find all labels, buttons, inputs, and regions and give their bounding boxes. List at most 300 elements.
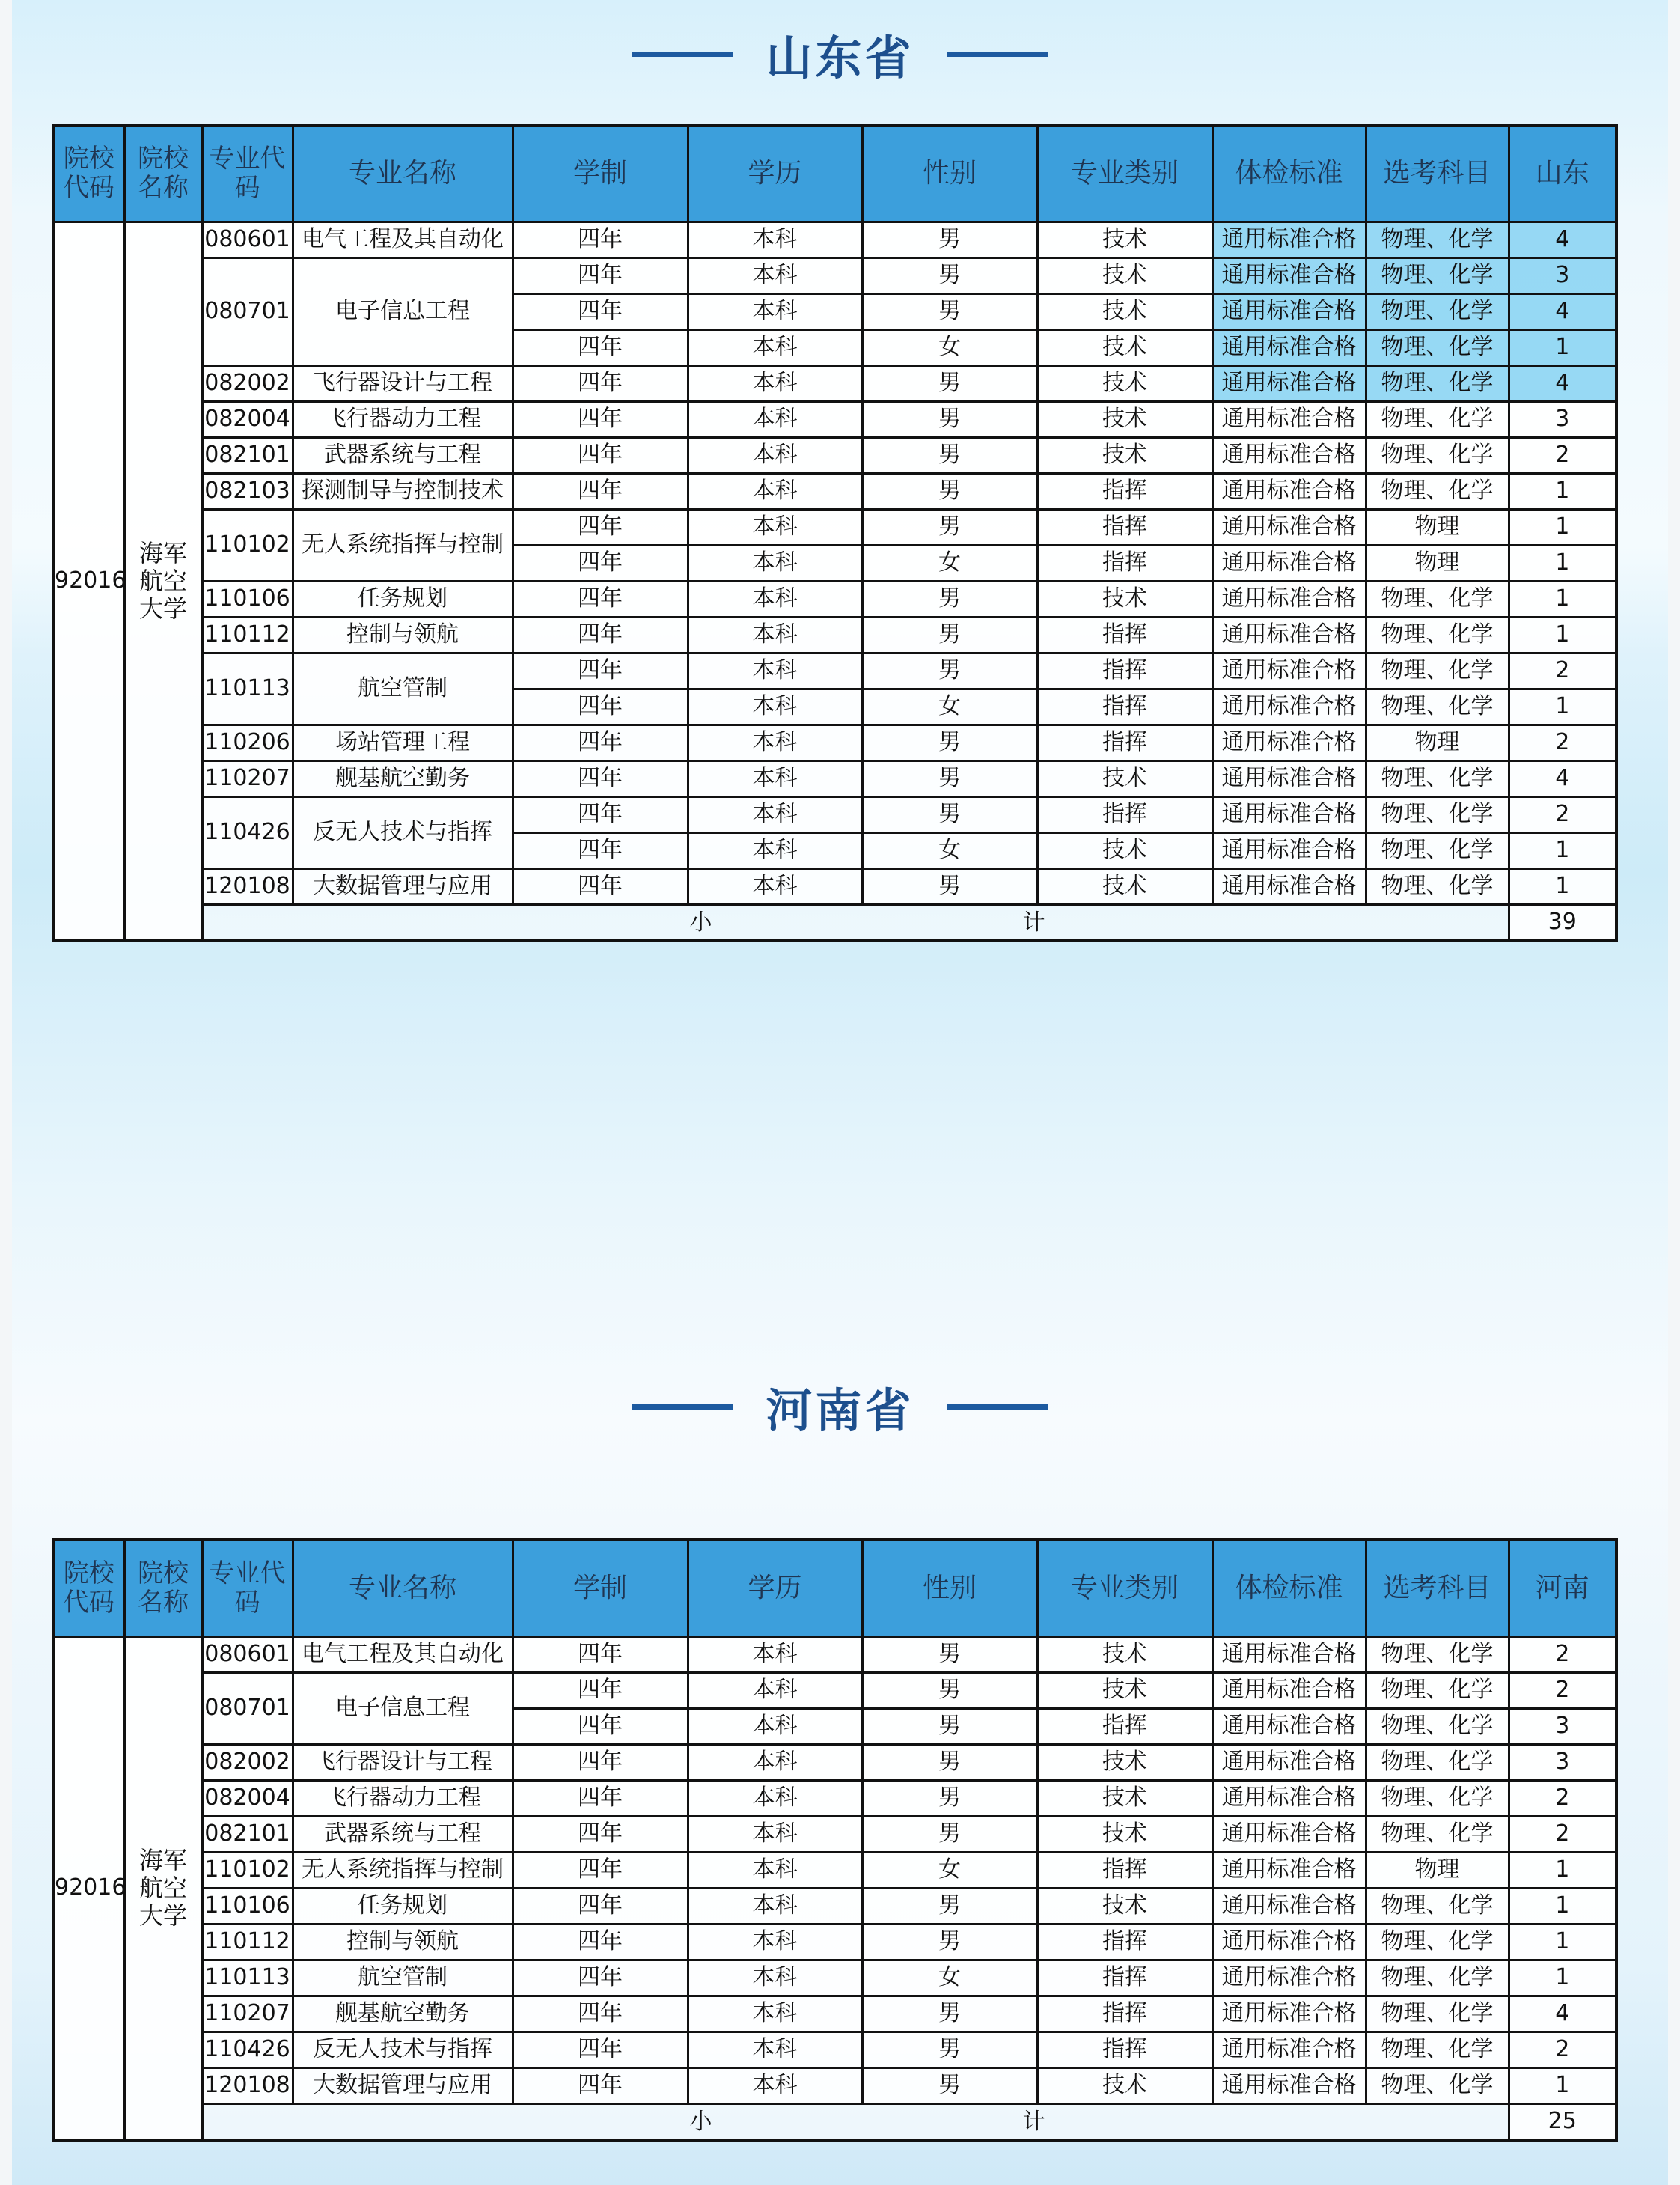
quota-cell: 1 [1509,1853,1616,1889]
physical-standard-cell: 通用标准合格 [1212,474,1366,510]
elective-subjects-cell: 物理、化学 [1366,1745,1509,1781]
header-row [53,1540,1616,1637]
major-code-cell: 082004 [202,1781,293,1817]
physical-standard-cell: 通用标准合格 [1212,510,1366,546]
major-type-cell: 技术 [1037,294,1212,330]
degree-cell: 本科 [688,1925,862,1960]
gender-cell: 男 [862,294,1037,330]
duration-cell: 四年 [513,869,688,905]
gender-cell: 男 [862,618,1037,653]
major-code-cell: 120108 [202,2068,293,2104]
major-type-cell: 技术 [1037,330,1212,366]
duration-cell: 四年 [513,1637,688,1673]
major-name-cell: 飞行器设计与工程 [293,1745,513,1781]
elective-subjects-cell: 物理、化学 [1366,761,1509,797]
quota-cell: 1 [1509,1889,1616,1925]
header-major-name: 专业名称 [293,125,513,222]
major-code-cell: 110207 [202,761,293,797]
header-major-code: 专业代码 [202,1540,293,1637]
quota-cell: 1 [1509,330,1616,366]
gender-cell: 男 [862,402,1037,438]
physical-standard-cell: 通用标准合格 [1212,1709,1366,1745]
elective-subjects-cell: 物理、化学 [1366,366,1509,402]
section-title-shandong [0,21,1680,88]
gender-cell: 男 [862,1996,1037,2032]
major-name-cell: 飞行器设计与工程 [293,366,513,402]
major-type-cell: 指挥 [1037,510,1212,546]
major-type-cell: 技术 [1037,1637,1212,1673]
gender-cell: 男 [862,725,1037,761]
major-name-cell: 武器系统与工程 [293,1817,513,1853]
quota-cell: 1 [1509,618,1616,653]
physical-standard-cell: 通用标准合格 [1212,1925,1366,1960]
major-code-cell: 110102 [202,1853,293,1889]
major-type-cell: 技术 [1037,2068,1212,2104]
gender-cell: 男 [862,1709,1037,1745]
duration-cell: 四年 [513,510,688,546]
physical-standard-cell: 通用标准合格 [1212,582,1366,618]
major-type-cell: 技术 [1037,1781,1212,1817]
right-edge [1668,0,1680,2185]
elective-subjects-cell: 物理、化学 [1366,618,1509,653]
major-code-cell: 080701 [202,258,293,366]
quota-cell: 3 [1509,1709,1616,1745]
section-title-text: 河南省 [766,1383,914,1438]
major-type-cell: 指挥 [1037,1996,1212,2032]
physical-standard-cell: 通用标准合格 [1212,1960,1366,1996]
gender-cell: 男 [862,474,1037,510]
major-type-cell: 技术 [1037,1889,1212,1925]
physical-standard-cell: 通用标准合格 [1212,222,1366,258]
degree-cell: 本科 [688,1637,862,1673]
quota-cell: 2 [1509,653,1616,689]
degree-cell: 本科 [688,222,862,258]
enrollment-table-shandong [52,124,1618,942]
gender-cell: 男 [862,1817,1037,1853]
major-type-cell: 指挥 [1037,797,1212,833]
elective-subjects-cell: 物理 [1366,546,1509,582]
major-code-cell: 082004 [202,402,293,438]
table-row [53,761,1616,797]
table-row [53,1889,1616,1925]
quota-cell: 1 [1509,869,1616,905]
elective-subjects-cell: 物理、化学 [1366,689,1509,725]
degree-cell: 本科 [688,474,862,510]
header-degree: 学历 [688,125,862,222]
elective-subjects-cell: 物理、化学 [1366,438,1509,474]
physical-standard-cell: 通用标准合格 [1212,1996,1366,2032]
major-name-cell: 无人系统指挥与控制 [293,510,513,582]
duration-cell: 四年 [513,294,688,330]
physical-standard-cell: 通用标准合格 [1212,294,1366,330]
degree-cell: 本科 [688,1817,862,1853]
table-row [53,438,1616,474]
physical-standard-cell: 通用标准合格 [1212,1889,1366,1925]
degree-cell: 本科 [688,438,862,474]
quota-cell: 1 [1509,510,1616,546]
physical-standard-cell: 通用标准合格 [1212,1781,1366,1817]
title-rule-right [947,52,1048,57]
degree-cell: 本科 [688,1745,862,1781]
major-type-cell: 技术 [1037,402,1212,438]
subtotal-label-2: 计 [1022,2109,1045,2135]
table-row [53,582,1616,618]
gender-cell: 女 [862,1960,1037,1996]
duration-cell: 四年 [513,582,688,618]
major-name-cell: 舰基航空勤务 [293,1996,513,2032]
quota-cell: 1 [1509,546,1616,582]
degree-cell: 本科 [688,869,862,905]
elective-subjects-cell: 物理、化学 [1366,1817,1509,1853]
duration-cell: 四年 [513,618,688,653]
title-rule-left [632,52,733,57]
duration-cell: 四年 [513,402,688,438]
elective-subjects-cell: 物理、化学 [1366,330,1509,366]
duration-cell: 四年 [513,1960,688,1996]
quota-cell: 4 [1509,294,1616,330]
major-name-cell: 飞行器动力工程 [293,402,513,438]
elective-subjects-cell: 物理、化学 [1366,2032,1509,2068]
school-code-cell: 92016 [53,1637,124,2141]
degree-cell: 本科 [688,366,862,402]
table-row [53,618,1616,653]
major-code-cell: 110113 [202,653,293,725]
duration-cell: 四年 [513,438,688,474]
school-code-cell: 92016 [53,222,124,942]
table-row [53,653,1616,689]
physical-standard-cell: 通用标准合格 [1212,2068,1366,2104]
quota-cell: 3 [1509,402,1616,438]
quota-cell: 2 [1509,1781,1616,1817]
degree-cell: 本科 [688,2068,862,2104]
header-duration: 学制 [513,125,688,222]
elective-subjects-cell: 物理 [1366,1853,1509,1889]
subtotal-label-1: 小 [689,2109,712,2135]
elective-subjects-cell: 物理、化学 [1366,1925,1509,1960]
major-name-cell: 电子信息工程 [293,1673,513,1745]
degree-cell: 本科 [688,1673,862,1709]
quota-cell: 1 [1509,474,1616,510]
degree-cell: 本科 [688,1996,862,2032]
major-type-cell: 指挥 [1037,618,1212,653]
duration-cell: 四年 [513,1673,688,1709]
gender-cell: 男 [862,1889,1037,1925]
header-school-name: 院校名称 [124,125,202,222]
gender-cell: 男 [862,653,1037,689]
major-name-cell: 大数据管理与应用 [293,2068,513,2104]
duration-cell: 四年 [513,474,688,510]
table-row [53,1996,1616,2032]
degree-cell: 本科 [688,546,862,582]
major-name-cell: 无人系统指挥与控制 [293,1853,513,1889]
gender-cell: 男 [862,2068,1037,2104]
degree-cell: 本科 [688,1709,862,1745]
physical-standard-cell: 通用标准合格 [1212,2032,1366,2068]
quota-cell: 2 [1509,1817,1616,1853]
physical-standard-cell: 通用标准合格 [1212,869,1366,905]
major-code-cell: 082101 [202,438,293,474]
table-row [53,1853,1616,1889]
duration-cell: 四年 [513,2032,688,2068]
elective-subjects-cell: 物理、化学 [1366,294,1509,330]
duration-cell: 四年 [513,1925,688,1960]
table-row [53,869,1616,905]
physical-standard-cell: 通用标准合格 [1212,618,1366,653]
major-name-cell: 电气工程及其自动化 [293,1637,513,1673]
header-gender: 性别 [862,1540,1037,1637]
physical-standard-cell: 通用标准合格 [1212,689,1366,725]
major-code-cell: 080701 [202,1673,293,1745]
duration-cell: 四年 [513,653,688,689]
quota-cell: 4 [1509,1996,1616,2032]
subtotal-value: 25 [1509,2104,1616,2141]
major-type-cell: 指挥 [1037,689,1212,725]
header-school-name: 院校名称 [124,1540,202,1637]
physical-standard-cell: 通用标准合格 [1212,761,1366,797]
quota-cell: 1 [1509,2068,1616,2104]
major-code-cell: 110206 [202,725,293,761]
gender-cell: 男 [862,438,1037,474]
table-row [53,402,1616,438]
header-row [53,125,1616,222]
elective-subjects-cell: 物理、化学 [1366,474,1509,510]
major-name-cell: 反无人技术与指挥 [293,2032,513,2068]
gender-cell: 男 [862,366,1037,402]
gender-cell: 男 [862,797,1037,833]
table-row [53,1781,1616,1817]
major-name-cell: 大数据管理与应用 [293,869,513,905]
duration-cell: 四年 [513,366,688,402]
major-name-cell: 武器系统与工程 [293,438,513,474]
gender-cell: 男 [862,869,1037,905]
table-row [53,725,1616,761]
physical-standard-cell: 通用标准合格 [1212,1673,1366,1709]
header-major-type: 专业类别 [1037,125,1212,222]
quota-cell: 1 [1509,689,1616,725]
major-code-cell: 110112 [202,618,293,653]
elective-subjects-cell: 物理、化学 [1366,258,1509,294]
major-type-cell: 技术 [1037,1745,1212,1781]
major-type-cell: 技术 [1037,222,1212,258]
major-type-cell: 指挥 [1037,1853,1212,1889]
quota-cell: 2 [1509,725,1616,761]
major-code-cell: 110106 [202,1889,293,1925]
duration-cell: 四年 [513,1817,688,1853]
left-edge [0,0,12,2185]
header-elective-subjects: 选考科目 [1366,1540,1509,1637]
quota-cell: 1 [1509,582,1616,618]
major-code-cell: 110106 [202,582,293,618]
major-type-cell: 技术 [1037,869,1212,905]
duration-cell: 四年 [513,761,688,797]
major-type-cell: 技术 [1037,582,1212,618]
duration-cell: 四年 [513,546,688,582]
quota-cell: 1 [1509,1960,1616,1996]
degree-cell: 本科 [688,725,862,761]
elective-subjects-cell: 物理 [1366,725,1509,761]
header-physical-standard: 体检标准 [1212,1540,1366,1637]
major-code-cell: 120108 [202,869,293,905]
major-code-cell: 110102 [202,510,293,582]
duration-cell: 四年 [513,1996,688,2032]
major-type-cell: 技术 [1037,1817,1212,1853]
header-province-quota: 河南 [1509,1540,1616,1637]
elective-subjects-cell: 物理、化学 [1366,653,1509,689]
header-major-name: 专业名称 [293,1540,513,1637]
table-row [53,1745,1616,1781]
major-type-cell: 指挥 [1037,653,1212,689]
table-row [53,1673,1616,1709]
major-code-cell: 110112 [202,1925,293,1960]
table-row [53,366,1616,402]
elective-subjects-cell: 物理、化学 [1366,1996,1509,2032]
major-code-cell: 082101 [202,1817,293,1853]
school-name-cell: 海军航空大学 [124,222,202,942]
quota-cell: 1 [1509,833,1616,869]
degree-cell: 本科 [688,2032,862,2068]
major-type-cell: 指挥 [1037,546,1212,582]
duration-cell: 四年 [513,1709,688,1745]
table-row [53,2032,1616,2068]
major-code-cell: 110207 [202,1996,293,2032]
major-name-cell: 控制与领航 [293,1925,513,1960]
major-name-cell: 场站管理工程 [293,725,513,761]
table-row [53,1637,1616,1673]
header-major-code: 专业代码 [202,125,293,222]
physical-standard-cell: 通用标准合格 [1212,330,1366,366]
gender-cell: 男 [862,582,1037,618]
physical-standard-cell: 通用标准合格 [1212,653,1366,689]
table-row [53,2068,1616,2104]
table-row [53,474,1616,510]
duration-cell: 四年 [513,1853,688,1889]
elective-subjects-cell: 物理、化学 [1366,582,1509,618]
physical-standard-cell: 通用标准合格 [1212,546,1366,582]
degree-cell: 本科 [688,833,862,869]
duration-cell: 四年 [513,1745,688,1781]
quota-cell: 3 [1509,258,1616,294]
gender-cell: 男 [862,761,1037,797]
subtotal-label [202,2104,1509,2141]
quota-cell: 2 [1509,797,1616,833]
major-type-cell: 指挥 [1037,1925,1212,1960]
elective-subjects-cell: 物理、化学 [1366,833,1509,869]
elective-subjects-cell: 物理、化学 [1366,222,1509,258]
degree-cell: 本科 [688,402,862,438]
elective-subjects-cell: 物理、化学 [1366,1637,1509,1673]
degree-cell: 本科 [688,1781,862,1817]
major-code-cell: 110113 [202,1960,293,1996]
physical-standard-cell: 通用标准合格 [1212,1745,1366,1781]
major-name-cell: 反无人技术与指挥 [293,797,513,869]
gender-cell: 女 [862,689,1037,725]
duration-cell: 四年 [513,1781,688,1817]
major-type-cell: 技术 [1037,833,1212,869]
degree-cell: 本科 [688,1853,862,1889]
major-code-cell: 082002 [202,366,293,402]
major-code-cell: 080601 [202,1637,293,1673]
quota-cell: 2 [1509,438,1616,474]
physical-standard-cell: 通用标准合格 [1212,402,1366,438]
major-code-cell: 082002 [202,1745,293,1781]
degree-cell: 本科 [688,258,862,294]
physical-standard-cell: 通用标准合格 [1212,1637,1366,1673]
header-school-code: 院校代码 [53,1540,124,1637]
elective-subjects-cell: 物理、化学 [1366,1960,1509,1996]
quota-cell: 3 [1509,1745,1616,1781]
degree-cell: 本科 [688,618,862,653]
physical-standard-cell: 通用标准合格 [1212,258,1366,294]
gender-cell: 男 [862,1673,1037,1709]
gender-cell: 女 [862,330,1037,366]
gender-cell: 男 [862,1637,1037,1673]
section-title-text: 山东省 [766,31,914,85]
major-name-cell: 航空管制 [293,653,513,725]
major-name-cell: 飞行器动力工程 [293,1781,513,1817]
quota-cell: 4 [1509,222,1616,258]
subtotal-row [53,905,1616,942]
major-type-cell: 指挥 [1037,1960,1212,1996]
major-name-cell: 舰基航空勤务 [293,761,513,797]
school-name-cell: 海军航空大学 [124,1637,202,2141]
duration-cell: 四年 [513,330,688,366]
duration-cell: 四年 [513,258,688,294]
duration-cell: 四年 [513,689,688,725]
gender-cell: 男 [862,1925,1037,1960]
duration-cell: 四年 [513,222,688,258]
degree-cell: 本科 [688,653,862,689]
title-rule-right [947,1404,1048,1410]
physical-standard-cell: 通用标准合格 [1212,438,1366,474]
physical-standard-cell: 通用标准合格 [1212,833,1366,869]
subtotal-label-2: 计 [1022,909,1045,936]
table-row [53,258,1616,294]
header-physical-standard: 体检标准 [1212,125,1366,222]
quota-cell: 2 [1509,1637,1616,1673]
gender-cell: 男 [862,510,1037,546]
major-type-cell: 指挥 [1037,725,1212,761]
degree-cell: 本科 [688,761,862,797]
header-elective-subjects: 选考科目 [1366,125,1509,222]
gender-cell: 男 [862,2032,1037,2068]
quota-cell: 4 [1509,761,1616,797]
quota-cell: 1 [1509,1925,1616,1960]
elective-subjects-cell: 物理、化学 [1366,2068,1509,2104]
elective-subjects-cell: 物理 [1366,510,1509,546]
degree-cell: 本科 [688,1960,862,1996]
gender-cell: 男 [862,1781,1037,1817]
major-name-cell: 电气工程及其自动化 [293,222,513,258]
major-type-cell: 技术 [1037,258,1212,294]
elective-subjects-cell: 物理、化学 [1366,1709,1509,1745]
degree-cell: 本科 [688,330,862,366]
physical-standard-cell: 通用标准合格 [1212,725,1366,761]
major-type-cell: 技术 [1037,438,1212,474]
degree-cell: 本科 [688,1889,862,1925]
major-code-cell: 080601 [202,222,293,258]
elective-subjects-cell: 物理、化学 [1366,402,1509,438]
elective-subjects-cell: 物理、化学 [1366,1781,1509,1817]
header-duration: 学制 [513,1540,688,1637]
quota-cell: 4 [1509,366,1616,402]
subtotal-value: 39 [1509,905,1616,942]
header-degree: 学历 [688,1540,862,1637]
major-type-cell: 技术 [1037,1673,1212,1709]
major-type-cell: 指挥 [1037,1709,1212,1745]
elective-subjects-cell: 物理、化学 [1366,797,1509,833]
major-code-cell: 110426 [202,797,293,869]
major-code-cell: 082103 [202,474,293,510]
